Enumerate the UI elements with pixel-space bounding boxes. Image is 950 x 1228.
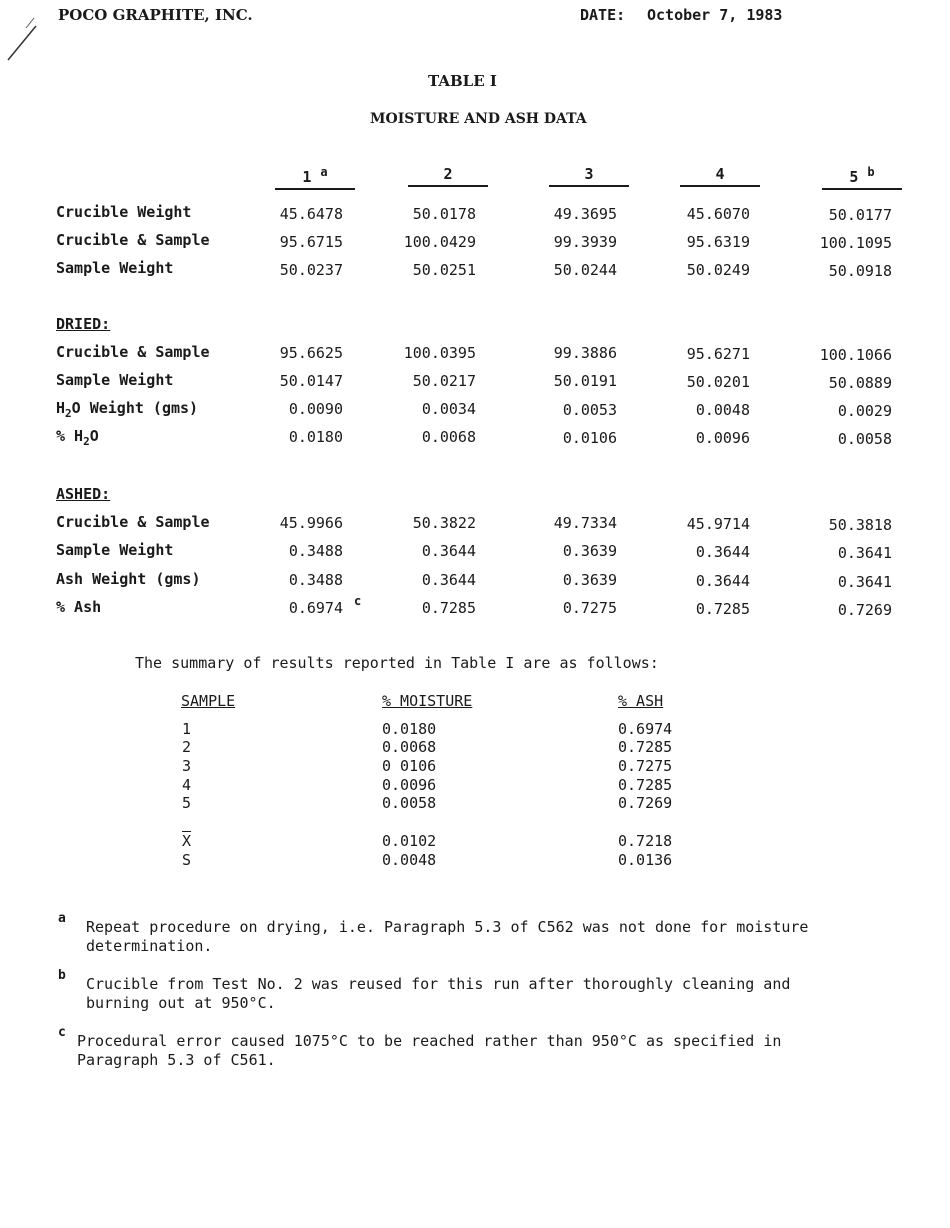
column-header-2: 2 <box>408 165 488 187</box>
table-cell: 0.0029 <box>837 402 892 420</box>
summary-mean-ash: 0.7218 <box>618 832 673 850</box>
table-cell: 0.3488 <box>288 571 343 589</box>
table-cell: 45.9966 <box>279 514 343 532</box>
footnote-c: Procedural error caused 1075°C to be reached rather than 950°C as specified in Paragraph 5.3 of C561. <box>77 1032 782 1069</box>
table-cell: 45.6478 <box>279 205 343 223</box>
table-cell: 0.0053 <box>562 401 617 419</box>
table-cell: 45.9714 <box>686 515 750 533</box>
row-label-ashed-crucible-sample: Crucible & Sample <box>56 513 210 531</box>
table-cell: 50.0147 <box>279 372 343 390</box>
summary-moisture: 0.0068 <box>382 738 437 756</box>
footnote-b: Crucible from Test No. 2 was reused for this run after thoroughly cleaning and burning out at 950°C. <box>86 975 791 1012</box>
table-cell: 0.0180 <box>288 428 343 446</box>
table-cell: 50.0244 <box>553 261 617 279</box>
footnote-mark-b: b <box>58 968 66 983</box>
summary-moisture: 0.0180 <box>382 720 437 738</box>
footnote-mark-c: c <box>58 1025 66 1040</box>
table-cell: 100.0429 <box>403 233 476 251</box>
summary-ash: 0.6974 <box>618 720 673 738</box>
row-label-dried-sample-weight: Sample Weight <box>56 371 174 389</box>
table-cell: 50.3822 <box>412 514 476 532</box>
section-dried: DRIED: <box>56 315 111 333</box>
summary-sample: 5 <box>182 794 192 812</box>
summary-intro: The summary of results reported in Table I are as follows: <box>135 654 659 672</box>
table-cell: 0.0106 <box>562 429 617 447</box>
table-cell: 0.3639 <box>562 571 617 589</box>
table-cell: 95.6319 <box>686 233 750 251</box>
table-cell: 0.7275 <box>562 599 617 617</box>
summary-mean-label: $\overline{X}$ <box>182 832 192 850</box>
row-label-crucible-weight: Crucible Weight <box>56 203 192 221</box>
footnote-a: Repeat procedure on drying, i.e. Paragraph 5.3 of C562 was not done for moisture determination. <box>86 918 809 955</box>
row-label-crucible-sample: Crucible & Sample <box>56 231 210 249</box>
table-title: TABLE I <box>428 72 497 90</box>
summary-moisture: 0.0058 <box>382 794 437 812</box>
summary-sd-ash: 0.0136 <box>618 851 673 869</box>
table-cell: 0.3644 <box>695 572 750 590</box>
footnote-ref-c: c <box>354 594 362 608</box>
table-subtitle: MOISTURE AND ASH DATA <box>370 111 587 127</box>
table-cell: 50.0201 <box>686 373 750 391</box>
table-cell: 0.7285 <box>695 600 750 618</box>
column-header-1: 1 $^a$ <box>275 165 355 190</box>
summary-mean-moisture: 0.0102 <box>382 832 437 850</box>
summary-ash: 0.7269 <box>618 794 673 812</box>
column-header-3: 3 <box>549 165 629 187</box>
row-label-ashed-sample-weight: Sample Weight <box>56 541 174 559</box>
summary-sample: 3 <box>182 757 192 775</box>
footnote-mark-a: a <box>58 911 66 926</box>
table-cell: 50.0918 <box>828 262 892 280</box>
table-cell: 0.0090 <box>288 400 343 418</box>
table-cell: 0.0068 <box>421 428 476 446</box>
row-label-ash-weight: Ash Weight (gms) <box>56 570 201 588</box>
pen-mark-icon <box>4 14 44 64</box>
table-cell: 50.0177 <box>828 206 892 224</box>
table-cell: 50.0251 <box>412 261 476 279</box>
summary-sample: 2 <box>182 738 192 756</box>
table-cell: 0.7269 <box>837 601 892 619</box>
table-cell: 95.6715 <box>279 233 343 251</box>
table-cell: 95.6625 <box>279 344 343 362</box>
table-cell: 0.7285 <box>421 599 476 617</box>
summary-sd-moisture: 0.0048 <box>382 851 437 869</box>
table-cell: 0.3644 <box>695 543 750 561</box>
table-cell: 50.0237 <box>279 261 343 279</box>
table-cell: 0.3644 <box>421 542 476 560</box>
table-cell: 0.3641 <box>837 573 892 591</box>
summary-sd-label: S <box>182 851 192 869</box>
column-header-4: 4 <box>680 165 760 187</box>
row-label-percent-ash: % Ash <box>56 598 102 616</box>
table-cell: 0.0058 <box>837 430 892 448</box>
table-cell: 50.0217 <box>412 372 476 390</box>
table-cell: 0.3488 <box>288 542 343 560</box>
table-cell: 0.3641 <box>837 544 892 562</box>
row-label-dried-crucible-sample: Crucible & Sample <box>56 343 210 361</box>
table-cell: 100.1095 <box>819 234 892 252</box>
table-cell: 95.6271 <box>686 345 750 363</box>
table-cell: 0.3644 <box>421 571 476 589</box>
summary-sample: 4 <box>182 776 192 794</box>
summary-ash: 0.7285 <box>618 738 673 756</box>
summary-ash: 0.7275 <box>618 757 673 775</box>
table-cell: 49.7334 <box>553 514 617 532</box>
table-cell: 50.0191 <box>553 372 617 390</box>
row-label-percent-h2o: % $H_2O$ <box>56 427 99 448</box>
table-cell: 100.0395 <box>403 344 476 362</box>
table-cell: 0.6974 <box>288 599 343 617</box>
company-name: POCO GRAPHITE, INC. <box>58 6 253 24</box>
table-cell: 99.3939 <box>553 233 617 251</box>
table-cell: 50.3818 <box>828 516 892 534</box>
table-cell: 49.3695 <box>553 205 617 223</box>
document-date: October 7, 1983 <box>647 6 783 24</box>
summary-sample: 1 <box>182 720 192 738</box>
table-cell: 50.0178 <box>412 205 476 223</box>
table-cell: 0.3639 <box>562 542 617 560</box>
table-cell: 0.0096 <box>695 429 750 447</box>
table-cell: 0.0034 <box>421 400 476 418</box>
column-header-5: 5 $^b$ <box>822 165 902 190</box>
date-label: DATE: <box>580 6 626 24</box>
summary-moisture: 0.0096 <box>382 776 437 794</box>
summary-header-sample: SAMPLE <box>181 692 236 710</box>
table-cell: 100.1066 <box>819 346 892 364</box>
table-cell: 50.0249 <box>686 261 750 279</box>
table-cell: 45.6070 <box>686 205 750 223</box>
summary-header-ash: % ASH <box>618 692 664 710</box>
table-cell: 50.0889 <box>828 374 892 392</box>
section-ashed: ASHED: <box>56 485 111 503</box>
table-cell: 0.0048 <box>695 401 750 419</box>
table-cell: 99.3886 <box>553 344 617 362</box>
row-label-sample-weight: Sample Weight <box>56 259 174 277</box>
row-label-h2o-weight: $H_2O$ Weight (gms) <box>56 399 199 420</box>
summary-moisture: 0 0106 <box>382 757 437 775</box>
summary-ash: 0.7285 <box>618 776 673 794</box>
summary-header-moisture: % MOISTURE <box>382 692 473 710</box>
